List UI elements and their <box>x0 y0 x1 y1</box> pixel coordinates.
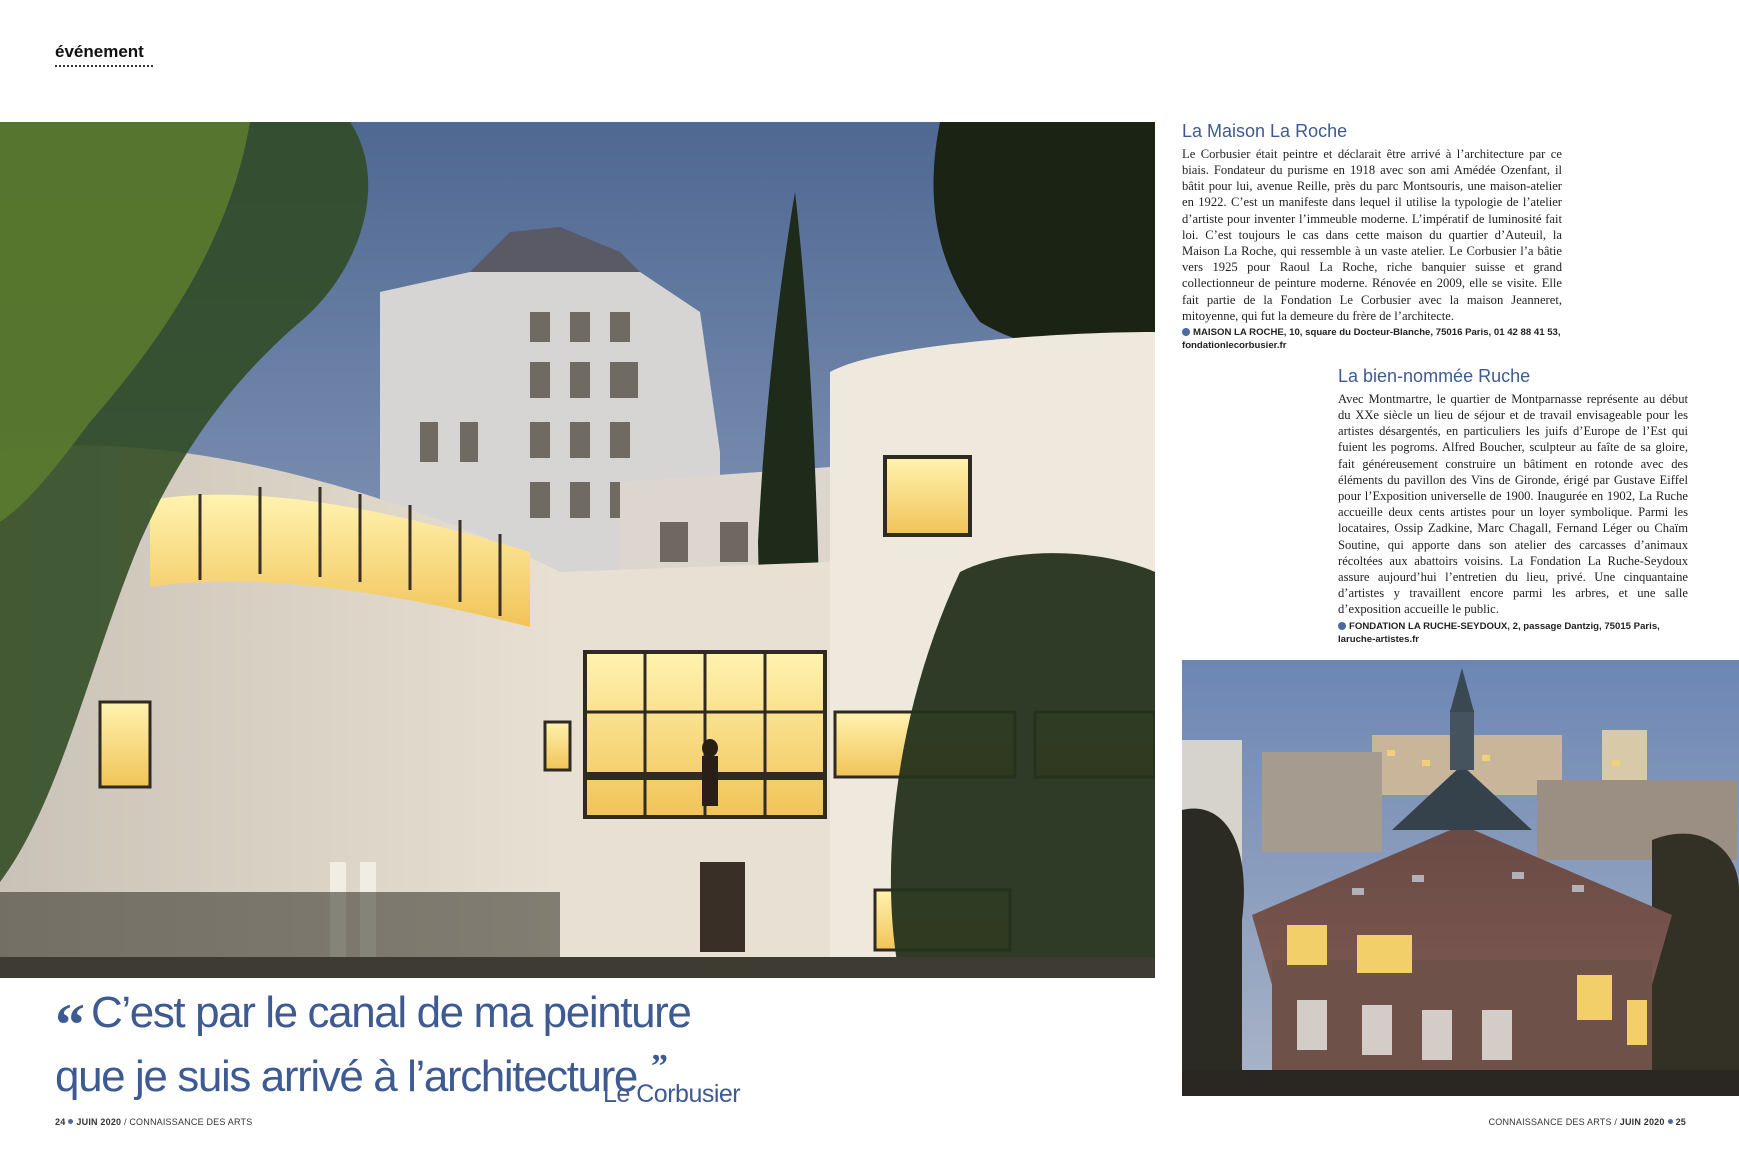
magazine-name: / CONNAISSANCE DES ARTS <box>123 1117 253 1127</box>
photo-maison-la-roche <box>0 122 1155 978</box>
photo-la-ruche <box>1182 660 1739 1096</box>
article-body: Le Corbusier était peintre et déclarait être arrivé à l’architecture par ce biais. Fondateur du purisme en 1918 avec son ami Amédée Ozenfant, il bâtit pour lui, avenue Reille, près du parc Montsouris, une maison-atelier en 1922. C’est un manifeste dans lequel il utilise la typologie de l’atelier d’artiste pour inventer l’immeuble moderne. L’impératif de luminosité fait loi. C’est toujours le cas dans cette maison du quartier d’Auteuil, la Maison La Roche, qui ressemble à un vaste atelier. Le Corbusier l’a bâtie vers 1925 pour Raoul La Roche, riche banquier suisse et grand collectionneur de peinture moderne. Rénovée en 2009, elle se visite. Elle fait partie de la Fondation Le Corbusier avec la maison Jeanneret, mitoyenne, qui fut la demeure du frère de l’architecte. <box>1182 146 1562 323</box>
article-title: La Maison La Roche <box>1182 121 1348 141</box>
issue-date: JUIN 2020 <box>76 1117 122 1127</box>
article-body: Avec Montmartre, le quartier de Montparnasse représente au début du XXe siècle un lieu de séjour et de travail envisageable pour les artistes désargentés, en particuliers les juifs d’Europe de l’Est qui fuient les pogroms. Alfred Boucher, sculpteur au faîte de sa gloire, fait généreusement construire un bâtiment en rotonde avec des éléments du pavillon des Vins de Gironde, érigé par Gustave Eiffel pour l’Exposition universelle de 1900. Inaugurée en 1902, La Ruche accueille deux cents artistes pour un loyer symbolique. Parmi les locataires, Ossip Zadkine, Marc Chagall, Fernand Léger ou Chaïm Soutine, qui apporte dans son atelier des carcasses d’animaux récoltées aux abattoirs voisins. La Fondation La Ruche-Seydoux assure aujourd’hui l’entretien du lieu, privé. Une cinquantaine d’artistes y travaillent encore parmi les arbres, et une salle d’exposition accueille le public. <box>1338 391 1688 617</box>
quote-author: Le Corbusier <box>603 1080 741 1108</box>
folio-dot-icon <box>68 1119 73 1124</box>
article-maison-la-roche <box>1182 122 1562 352</box>
website-link[interactable]: laruche-artistes.fr <box>1338 633 1420 645</box>
open-quote-mark: “ <box>55 992 81 1058</box>
issue-date: JUIN 2020 <box>1619 1117 1665 1127</box>
quote-line-2: que je suis arrivé à l’architecture <box>55 1052 637 1101</box>
address-detail: 10, square du Docteur-Blanche, 75016 Paris, 01 42 88 41 53, <box>1286 327 1561 339</box>
folio-left <box>55 1117 252 1127</box>
photo-la-ruche-illustration <box>1182 660 1739 1096</box>
address-name: FONDATION LA RUCHE-SEYDOUX, <box>1349 620 1510 632</box>
page-number: 24 <box>55 1117 66 1127</box>
magazine-name: CONNAISSANCE DES ARTS / <box>1488 1117 1620 1127</box>
section-label: événement <box>55 42 153 67</box>
photo-maison-la-roche-illustration <box>0 122 1155 978</box>
address-info <box>1338 620 1688 646</box>
folio-right <box>1489 1117 1686 1127</box>
close-quote-mark: ” <box>650 1048 666 1085</box>
folio-dot-icon <box>1668 1119 1673 1124</box>
page-number: 25 <box>1675 1117 1686 1127</box>
address-info <box>1182 326 1562 352</box>
quote-line-1: C’est par le canal de ma peinture <box>91 988 691 1037</box>
article-la-ruche <box>1338 367 1688 646</box>
bullet-dot-icon <box>1182 328 1190 336</box>
article-title: La bien-nommée Ruche <box>1338 366 1531 386</box>
address-detail: 2, passage Dantzig, 75015 Paris, <box>1509 620 1660 632</box>
bullet-dot-icon <box>1338 622 1346 630</box>
website-link[interactable]: fondationlecorbusier.fr <box>1182 340 1287 352</box>
address-name: MAISON LA ROCHE, <box>1193 327 1287 339</box>
